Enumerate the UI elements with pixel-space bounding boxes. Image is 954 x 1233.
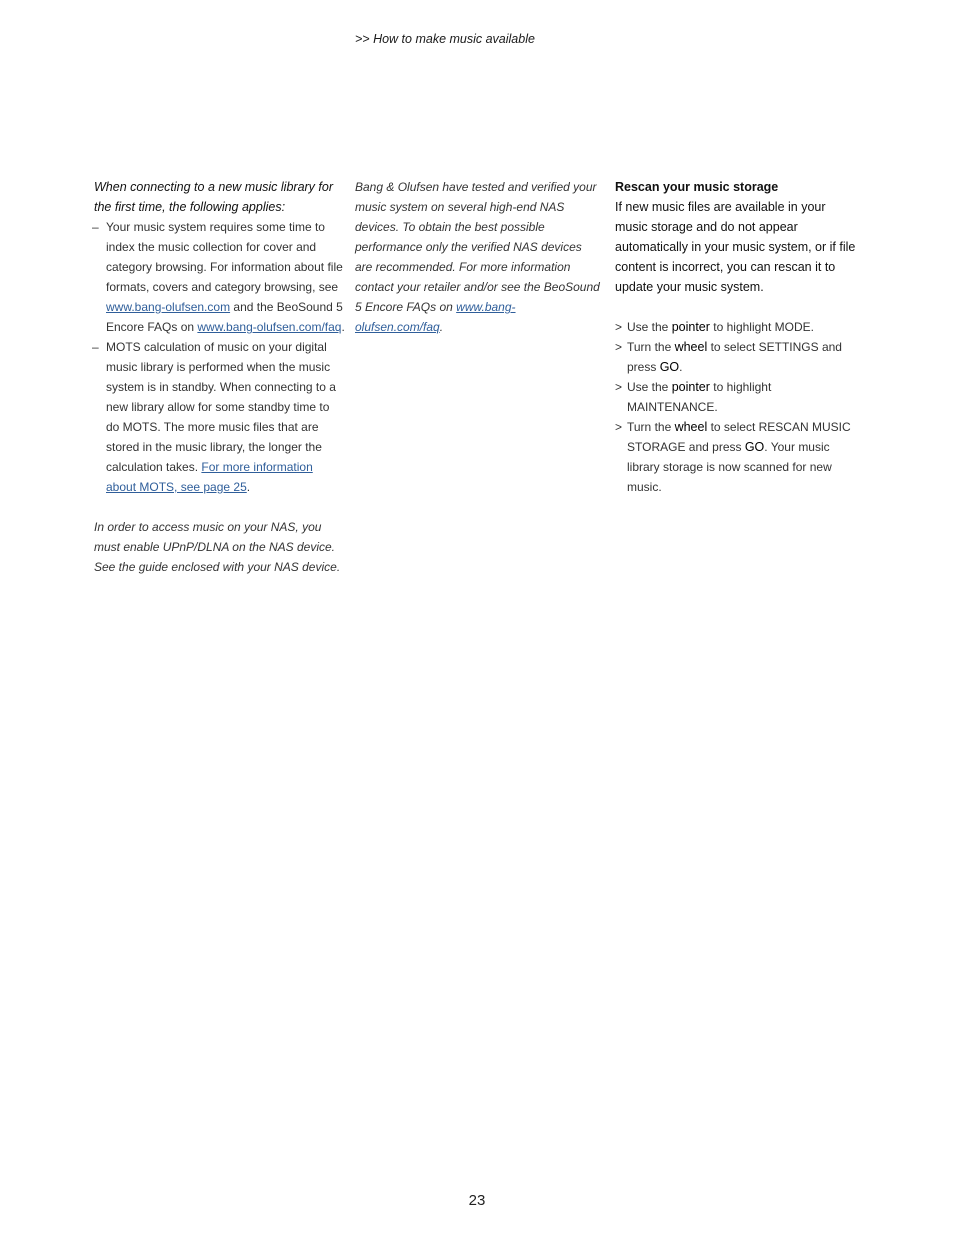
section-heading: When connecting to a new music library for the first time, the following applies: [94,180,333,214]
item-text: and the BeoSound 5 Encore FAQs on [106,300,343,334]
step-text: to highlight MODE. [709,320,814,334]
page-number: 23 [468,1192,486,1209]
step-text: to highlight MAINTENANCE. [627,380,772,414]
item-text: . [341,320,345,334]
faq-link[interactable]: www.bang-olufsen.com/faq [197,320,342,334]
step-item [615,317,860,337]
mots-page-link[interactable]: For more information about MOTS, see page 25 [106,460,313,494]
dash-marker: – [92,220,99,234]
step-text: Use the [627,320,672,334]
step-marker: > [615,340,623,354]
keyword: pointer [671,320,710,334]
step-text: Turn the [627,420,675,434]
step-item [615,377,860,417]
column-right [615,177,860,497]
keyword: wheel [674,420,708,434]
list-item [94,217,346,337]
step-text: . Your music library storage is now scanned for new music. [627,440,832,494]
rescan-heading: Rescan your music storage [615,180,779,194]
step-text: to select SETTINGS and press [627,340,842,374]
keyword: GO [659,360,680,374]
dash-marker: – [92,340,99,354]
item-text: MOTS calculation of music on your digital music library is performed when the music system is in standby. When connecting to a new library allow for some standby time to do MOTS. The more music files that are stored in the music library, the longer the calculation takes. [106,340,336,474]
step-text: Turn the [627,340,675,354]
step-item [615,417,860,497]
column-left [94,177,346,577]
verified-nas-text-end: . [439,320,444,334]
step-marker: > [615,380,623,394]
column-middle [355,177,600,337]
step-text: . [679,360,683,374]
item-text: Your music system requires some time to index the music collection for cover and category browsing. For information about file formats, covers and category browsing, see [106,220,343,294]
item-text: . [246,480,251,494]
keyword: pointer [671,380,710,394]
verified-nas-text: Bang & Olufsen have tested and verified your music system on several high-end NAS devices. To obtain the best possible performance only the verified NAS devices are recommended. For more information contact your retailer and/or see the BeoSound 5 Encore FAQs on [355,180,600,314]
rescan-intro: If new music files are available in your music storage and do not appear automatically in your music system, or if file content is incorrect, you can rescan it to update your music system. [615,200,856,294]
step-text: to select RESCAN MUSIC STORAGE and press [627,420,851,454]
step-marker: > [615,320,623,334]
step-marker: > [615,420,623,434]
list-item [94,337,346,497]
running-header: >> How to make music available [355,32,535,46]
keyword: GO [744,440,765,454]
nas-note: In order to access music on your NAS, you must enable UPnP/DLNA on the NAS device. See the guide enclosed with your NAS device. [94,520,341,574]
bang-olufsen-link[interactable]: www.bang-olufsen.com [106,300,231,314]
keyword: wheel [674,340,708,354]
step-text: Use the [627,380,672,394]
faq-link[interactable]: www.bang-olufsen.com/faq [355,300,516,334]
step-item [615,337,860,377]
